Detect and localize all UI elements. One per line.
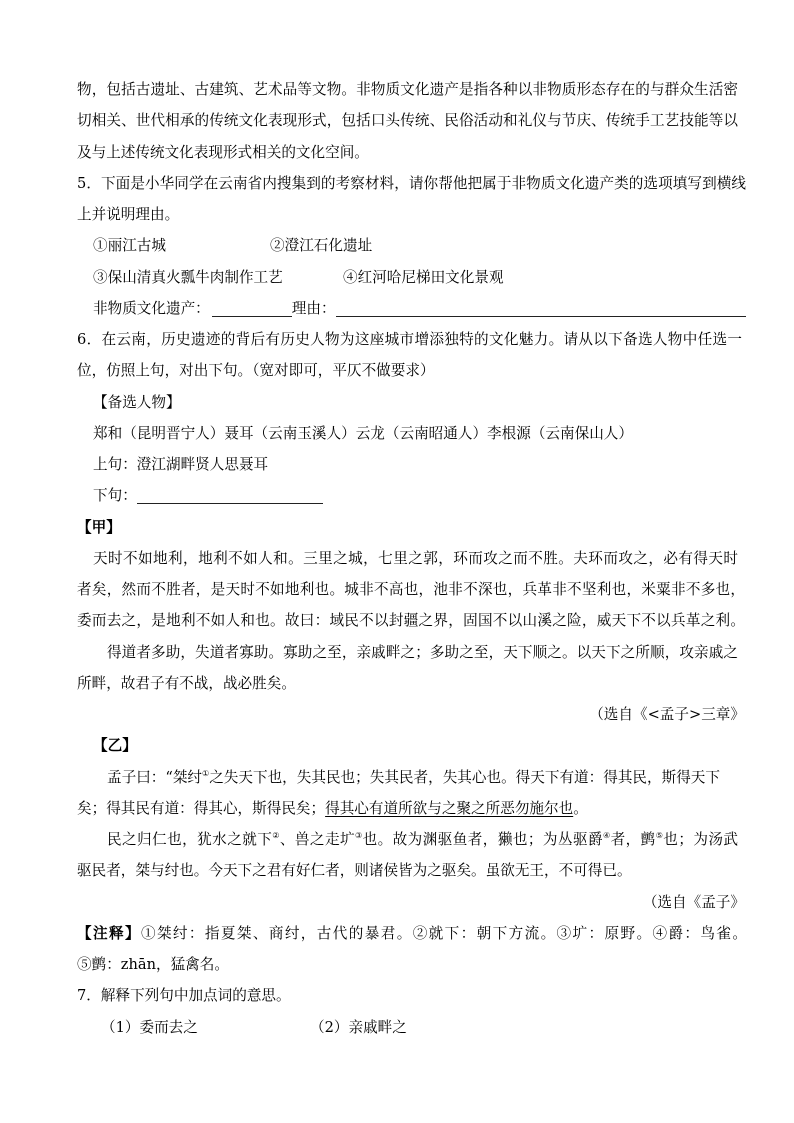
option-item (93, 262, 283, 293)
options-row (0, 230, 794, 261)
intro-line: 切相关、世代相承的传统文化表现形式，包括口头传统、民俗活动和礼仪与节庆、传统手工艺技能等以 (77, 112, 738, 130)
passage-yi-text: 、兽之走圹 (279, 831, 355, 848)
passage-jia-line: 得道者多助，失道者寡助。寡助之至，亲戚畔之；多助之至，天下顺之。以天下之所顺，攻亲戚之 (107, 643, 738, 661)
option-marker: ③ (93, 268, 108, 286)
passage-jia-heading: 【甲】 (77, 518, 121, 536)
passage-jia-line: 所畔，故君子有不战，战必胜矣。 (77, 674, 296, 692)
passage-jia-line: 者矣，然而不胜者，是天时不如地利也。城非不高也，池非不深也，兵革非不坚利也，米粟非不多也， (77, 581, 745, 598)
option-text: 保山清真火瓢牛肉制作工艺 (107, 268, 283, 286)
passage-yi-heading: 【乙】 (93, 737, 137, 755)
passage-jia-line: 天时不如地利，地利不如人和。三里之城，七里之郭，环而攻之而不胜。夫环而攻之，必有得天时 (93, 549, 738, 567)
footnote-marker: ④ (603, 831, 611, 841)
answer-label: 非物质文化遗产： (93, 299, 210, 317)
passage-jia-line: 委而去之，是地利不如人和也。故曰：域民不以封疆之界，固国不以山溪之险，威天下不以兵革之利。 (77, 612, 745, 630)
passage-yi-line (77, 793, 794, 824)
option-marker: ② (270, 237, 285, 255)
passage-yi-text: 也；为汤武 (663, 831, 738, 848)
intro-line: 物，包括古遗址、古建筑、艺术品等文物。非物质文化遗产是指各种以非物质形态存在的与群众生活密 (77, 81, 738, 98)
footnote-marker: ① (202, 768, 210, 778)
answer-row (93, 293, 746, 324)
question-7-items (0, 1012, 794, 1043)
passage-yi-text: 民之归仁也，犹水之就下 (107, 831, 273, 848)
reason-label: 理由： (291, 299, 336, 317)
passage-yi-line: 驱民者，桀与纣也。今天下之君有好仁者，则诸侯皆为之驱矣。虽欲无王，不可得已。 (77, 862, 632, 880)
notes-line (77, 918, 747, 949)
option-item (93, 230, 166, 261)
question-7-item: （2）亲戚畔之 (310, 1018, 407, 1036)
passage-yi-text: 矣；得其民有道：得其心，斯得民矣； (77, 799, 326, 817)
question-6-stem: 位，仿照上句，对出下句。（宽对即可，平仄不做要求） (77, 362, 435, 380)
passage-yi-source: （选自《孟子》 (642, 893, 745, 911)
intro-line: 及与上述传统文化表现形式相关的文化空间。 (77, 143, 369, 161)
question-7-item: （1）委而去之 (101, 1018, 198, 1036)
question-7-stem: 7．解释下列句中加点词的意思。 (77, 987, 291, 1005)
passage-yi-text: 者，鹯 (610, 831, 656, 848)
lower-couplet-blank (137, 480, 323, 504)
passage-yi-text: 之失天下也，失其民也；失其民者，失其心也。得天下有道：得其民，斯得天下 (209, 768, 720, 786)
passage-yi-text: 。 (573, 799, 588, 817)
question-5-stem: 上并说明理由。 (77, 206, 180, 223)
notes-text: ①桀纣：指夏桀、商纣，古代的暴君。②就下：朝下方流。③圹：原野。④爵：鸟雀。 (140, 924, 747, 942)
option-item (270, 230, 372, 261)
page-body (0, 74, 794, 1043)
answer-blank (212, 293, 292, 317)
candidates-heading: 【备选人物】 (93, 393, 181, 411)
footnote-marker: ③ (355, 831, 363, 841)
footnote-marker: ⑤ (655, 831, 664, 841)
lower-couplet-row (93, 480, 794, 511)
lower-couplet-label: 下句： (93, 487, 137, 505)
options-row (0, 262, 794, 293)
option-text: 红河哈尼梯田文化景观 (357, 268, 504, 286)
question-6-stem: 6．在云南，历史遗迹的背后有历史人物为这座城市增添独特的文化魅力。请从以下备选人物中任选一 (77, 331, 742, 348)
upper-couplet: 上句：澄江湖畔贤人思聂耳 (93, 456, 269, 473)
notes-heading: 【注释】 (77, 924, 141, 942)
passage-jia-source: （选自《<孟子>三章》 (589, 706, 745, 723)
passage-yi-text: 孟子曰：“桀纣 (107, 768, 203, 786)
option-text: 澄江石化遗址 (284, 237, 373, 255)
footnote-marker: ② (272, 831, 280, 841)
reason-blank (336, 293, 746, 317)
option-item (343, 262, 504, 293)
notes-line: ⑤鹯：zhān，猛禽名。 (77, 956, 229, 973)
passage-yi-line (107, 824, 738, 855)
passage-yi-text: 也。故为渊驱鱼者，獭也；为丛驱爵 (362, 831, 603, 848)
candidates-list: 郑和（昆明晋宁人）聂耳（云南玉溪人）云龙（云南昭通人）李根源（云南保山人） (93, 424, 633, 442)
question-5-stem: 5．下面是小华同学在云南省内搜集到的考察材料，请你帮他把属于非物质文化遗产类的选项填写到横线 (77, 174, 746, 192)
option-marker: ① (93, 237, 108, 255)
underlined-sentence: 得其心有道所欲与之聚之所恶勿施尔也 (325, 799, 574, 817)
option-text: 丽江古城 (107, 237, 166, 255)
passage-yi-line (107, 762, 794, 793)
option-marker: ④ (343, 268, 358, 286)
